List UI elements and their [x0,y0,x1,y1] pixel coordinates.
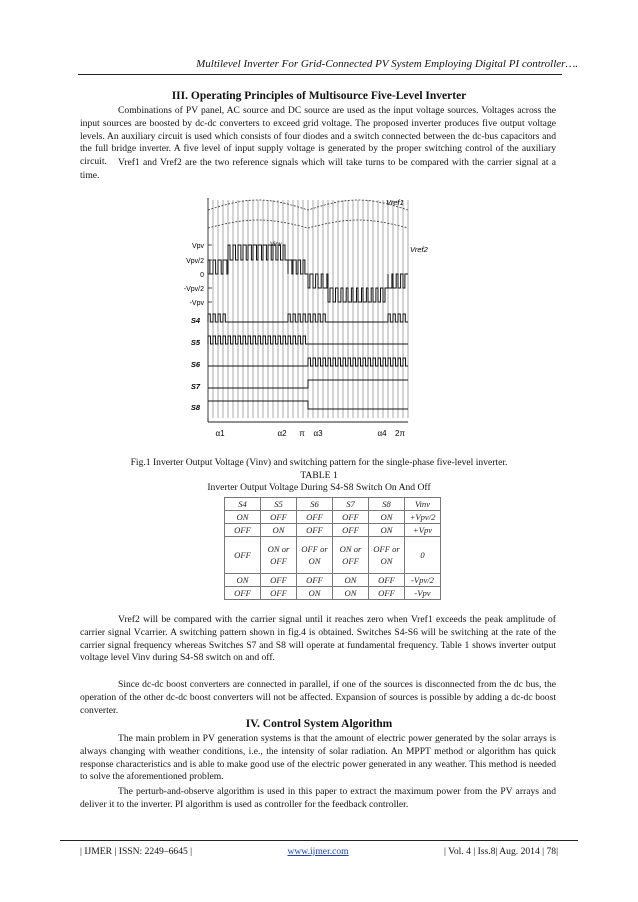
figure-caption: Fig.1 Inverter Output Voltage (Vinv) and switching pattern for the single-phase five-level inverter. [130,457,508,468]
paragraph-parallel [80,679,556,717]
table-cell: OFF or ON [369,537,405,574]
phase-angle-label: α1 [215,429,225,438]
table-header-cell: S7 [333,498,369,511]
footer-volume: | Vol. 4 | Iss.8| Aug. 2014 | 78| [444,846,558,857]
paragraph-references [80,157,556,183]
table-cell: ON [297,587,333,600]
switch-signal-label: S7 [190,382,200,391]
table-cell: +Vpv/2 [405,511,441,524]
table-cell: OFF [369,587,405,600]
table-row [225,511,441,524]
table-header-cell: Vinv [405,498,441,511]
paragraph-po [80,786,556,812]
switching-pattern-figure [168,190,448,448]
paragraph-comparison [80,614,556,665]
table-cell: ON [369,524,405,537]
voltage-level-label: 0 [200,272,204,279]
voltage-level-label: -Vpv [189,300,204,307]
paragraph-sources-text: Combinations of PV panel, AC source and DC source are used as the input voltage sources. Voltages across the input sources are boosted by dc-dc converters to exceed grid voltage. The proposed inverter produces five output voltage levels. An auxiliary circuit is used which consists of four diodes and a switch connected between the dc-bus capacitors and the full bridge inverter. A five level of input supply voltage is generated by the proper switching control of the auxiliary circuit. [80,105,556,168]
table-cell: OFF [261,574,297,587]
table-cell: OFF [369,574,405,587]
switch-state-table [224,497,441,600]
table-row [225,537,441,574]
page-footer [80,846,558,857]
table-row [225,574,441,587]
voltage-level-label: Vpv/2 [186,258,204,265]
section-4-title: IV. Control System Algorithm [245,718,393,730]
table-cell: -Vpv [405,587,441,600]
running-header: Multilevel Inverter For Grid-Connected PV System Employing Digital PI controller…. [196,58,578,70]
table-header-cell: S5 [261,498,297,511]
switch-signal-label: S5 [190,338,200,347]
table-subtitle: Inverter Output Voltage During S4-S8 Switch On And Off [207,482,431,493]
table-cell: ON [261,524,297,537]
table-cell: +Vpv [405,524,441,537]
table-cell: OFF [333,511,369,524]
table-header-cell: S6 [297,498,333,511]
table-cell: OFF [333,524,369,537]
paragraph-mppt-text: The main problem in PV generation systems is that the amount of electric power generated by the solar arrays is always changing with weather conditions, i.e., the intensity of solar radiation. An MPPT method or algorithm has quick response characteristics and is able to make good use of the electric power generated in any weather. This method is needed to solve the aforementioned problem. [80,733,556,783]
table-cell: OFF [225,537,261,574]
table-cell: ON [333,574,369,587]
paragraph-parallel-text: Since dc-dc boost converters are connected in parallel, if one of the sources is disconnected from the dc bus, the operation of the other dc-dc boost converters will not be affected. Expansion of sources is possible by adding a dc-dc boost converter. [80,679,556,716]
switch-signal-label: S8 [190,403,200,412]
phase-angle-label: α4 [377,429,387,438]
table-cell: ON or OFF [333,537,369,574]
table-cell: ON [333,587,369,600]
table-cell: OFF [225,587,261,600]
table-cell: OFF [261,587,297,600]
table-cell: OFF [225,524,261,537]
phase-angle-label: 2π [395,429,405,438]
table-cell: ON [225,511,261,524]
paragraph-references-text: Vref1 and Vref2 are the two reference signals which will take turns to be compared with the carrier signal at a time. [80,157,556,181]
paragraph-po-text: The perturb-and-observe algorithm is used in this paper to extract the maximum power from the PV arrays and deliver it to the inverter. PI algorithm is used as controller for the feedback controller. [80,786,556,810]
table-cell: ON [225,574,261,587]
switching-pattern-diagram [168,190,448,448]
phase-angle-label: α2 [277,429,287,438]
vinv-label: Vinv [270,242,282,248]
table-cell: OFF [297,524,333,537]
voltage-level-label: -Vpv/2 [183,286,204,293]
paragraph-comparison-text: Vref2 will be compared with the carrier signal until it reaches zero when Vref1 exceeds the peak amplitude of carrier signal Vcarrier. A switching pattern shown in fig.4 is obtained. Switches S4-S6 will be switching at the rate of the carrier signal frequency whereas Switches S7 and S8 will operate at fundamental frequency. Table 1 shows inverter output voltage level Vinv during S4-S8 switch on and off. [80,614,556,664]
voltage-level-label: Vpv [191,243,204,250]
table-cell: ON [369,511,405,524]
switch-signal-label: S6 [190,360,200,369]
table-cell: OFF or ON [297,537,333,574]
table-cell: OFF [297,574,333,587]
paragraph-mppt [80,733,556,784]
vref1-label: Vref1 [386,198,404,207]
table-cell: OFF [297,511,333,524]
table-cell: -Vpv/2 [405,574,441,587]
table-cell: ON or OFF [261,537,297,574]
table-cell: 0 [405,537,441,574]
section-3-title: III. Operating Principles of Multisource Five-Level Inverter [171,90,467,102]
phase-angle-label: α3 [313,429,323,438]
table-row [225,524,441,537]
footer-journal: | IJMER | ISSN: 2249–6645 | [80,846,193,857]
table-cell: OFF [261,511,297,524]
table-header-row [225,498,441,511]
table-header-cell: S4 [225,498,261,511]
footer-link[interactable]: www.ijmer.com [287,846,349,857]
table-title: TABLE 1 [300,470,338,481]
header-rule [78,74,562,75]
vref2-label: Vref2 [410,245,428,254]
phase-angle-label: π [299,429,305,438]
switch-signal-label: S4 [190,316,200,325]
table-row [225,587,441,600]
footer-rule [60,840,578,841]
table-header-cell: S8 [369,498,405,511]
